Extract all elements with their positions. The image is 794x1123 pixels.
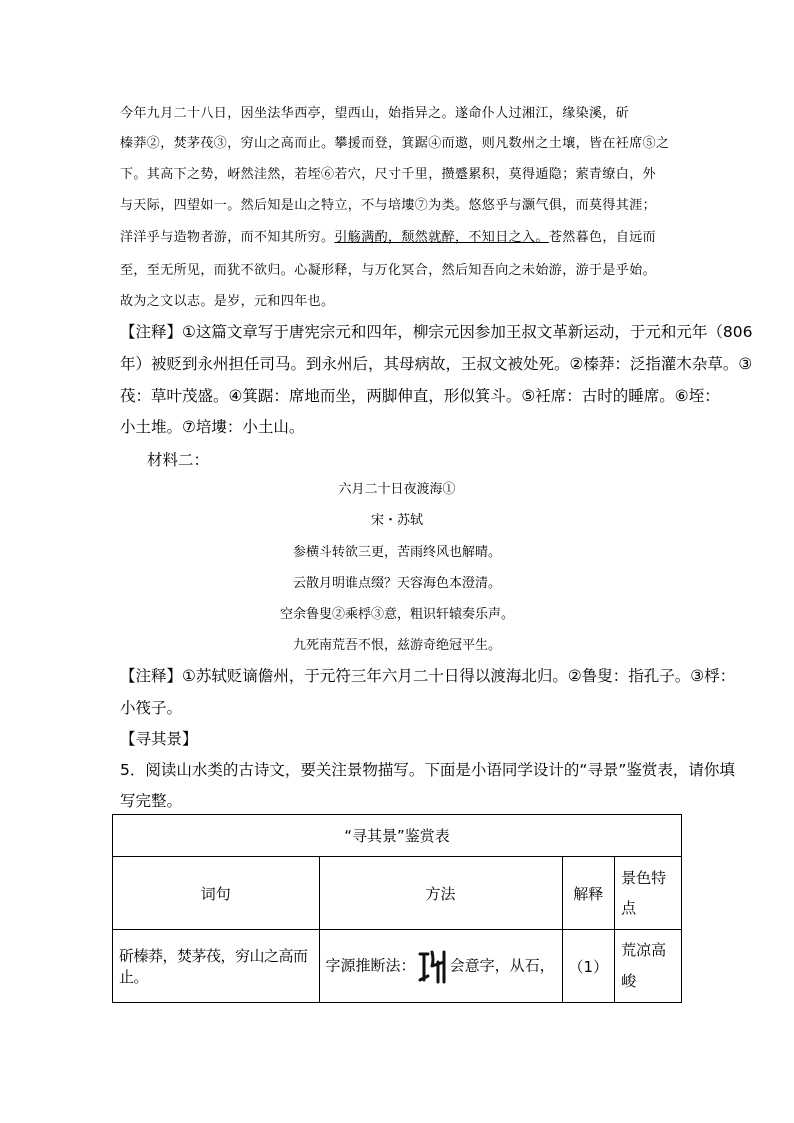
question-line: 5．阅读山水类的古诗文，要关注景物描写。下面是小语同学设计的“寻景”鉴赏表，请你填 xyxy=(120,761,735,779)
header-method: 方法 xyxy=(319,857,562,930)
poem-line: 云散月明谁点缀？天容海色本澄清。 xyxy=(292,576,501,591)
material-two-label: 材料二： xyxy=(147,451,210,469)
prose-segment: 洋洋乎与造物者游，而不知其所穷。 xyxy=(120,230,335,245)
table-header-row xyxy=(113,857,682,930)
underlined-sentence: 引觞满酌，颓然就醉，不知日之入。 xyxy=(334,230,549,245)
prose-line: 今年九月二十八日，因坐法华西亭，望西山，始指异之。遂命仆人过湘江，缘染溪，斫 xyxy=(120,106,630,121)
annotation-line: 【注释】①苏轼贬谪儋州，于元符三年六月二十日得以渡海北归。②鲁叟：指孔子。③桴： xyxy=(120,667,736,685)
poem-author: 宋・苏轼 xyxy=(370,513,423,528)
cell-method xyxy=(319,930,562,1003)
table-row xyxy=(113,930,682,1003)
prose-line: 故为之文以志。是岁，元和四年也。 xyxy=(120,294,335,309)
header-phrase: 词句 xyxy=(113,857,320,930)
method-suffix: 会意字，从石， xyxy=(449,956,555,975)
annotation-line: 小土堆。⑦培塿：小土山。 xyxy=(120,418,305,436)
prose-line xyxy=(120,226,680,245)
table-title: “寻其景”鉴赏表 xyxy=(113,815,682,857)
poem-line: 参横斗转欲三更，苦雨终风也解晴。 xyxy=(292,545,501,560)
cell-phrase: 斫榛莽，焚茅茷，穷山之高而止。 xyxy=(113,930,320,1003)
header-feature: 景色特点 xyxy=(615,857,682,930)
header-explanation: 解释 xyxy=(562,857,615,930)
cell-explanation-blank[interactable]: （1） xyxy=(562,930,615,1003)
section-heading: 【寻其景】 xyxy=(120,730,198,748)
prose-line: 下。其高下之势，岈然洼然，若垤⑥若穴，尺寸千里，攒蹙累积，莫得遁隐；萦青缭白，外 xyxy=(120,167,657,182)
question-line: 写完整。 xyxy=(120,792,183,810)
method-prefix: 字源推断法： xyxy=(325,956,416,975)
poem-title: 六月二十日夜渡海① xyxy=(338,482,456,497)
ancient-character-glyph-icon xyxy=(416,946,450,986)
prose-line: 榛莽②，焚茅茷③，穷山之高而止。攀援而登，箕踞④而遨，则凡数州之土壤，皆在衽席⑤之 xyxy=(120,136,670,151)
annotation-line: 茷：草叶茂盛。④箕踞：席地而坐，两脚伸直，形似箕斗。⑤衽席：古时的睡席。⑥垤： xyxy=(120,387,720,405)
cell-feature: 荒凉高峻 xyxy=(615,930,682,1003)
prose-line: 至，至无所见，而犹不欲归。心凝形释，与万化冥合，然后知吾向之未始游，游于是乎始。 xyxy=(120,263,657,278)
annotation-line: 【注释】①这篇文章写于唐宪宗元和四年，柳宗元因参加王叔文革新运动，于元和元年（806 xyxy=(120,323,753,341)
prose-line: 与天际，四望如一。然后知是山之特立，不与培塿⑦为类。悠悠乎与灏气俱，而莫得其涯； xyxy=(120,198,657,213)
annotation-line: 年）被贬到永州担任司马。到永州后，其母病故，王叔文被处死。②榛莽：泛指灌木杂草。③ xyxy=(120,355,753,373)
appreciation-table xyxy=(112,814,682,1003)
poem-line: 空余鲁叟②乘桴③意，粗识轩辕奏乐声。 xyxy=(279,607,514,622)
annotation-line: 小筏子。 xyxy=(120,699,183,717)
poem-line: 九死南荒吾不恨，兹游奇绝冠平生。 xyxy=(292,638,501,653)
prose-segment: 苍然暮色，自远而 xyxy=(548,230,657,245)
